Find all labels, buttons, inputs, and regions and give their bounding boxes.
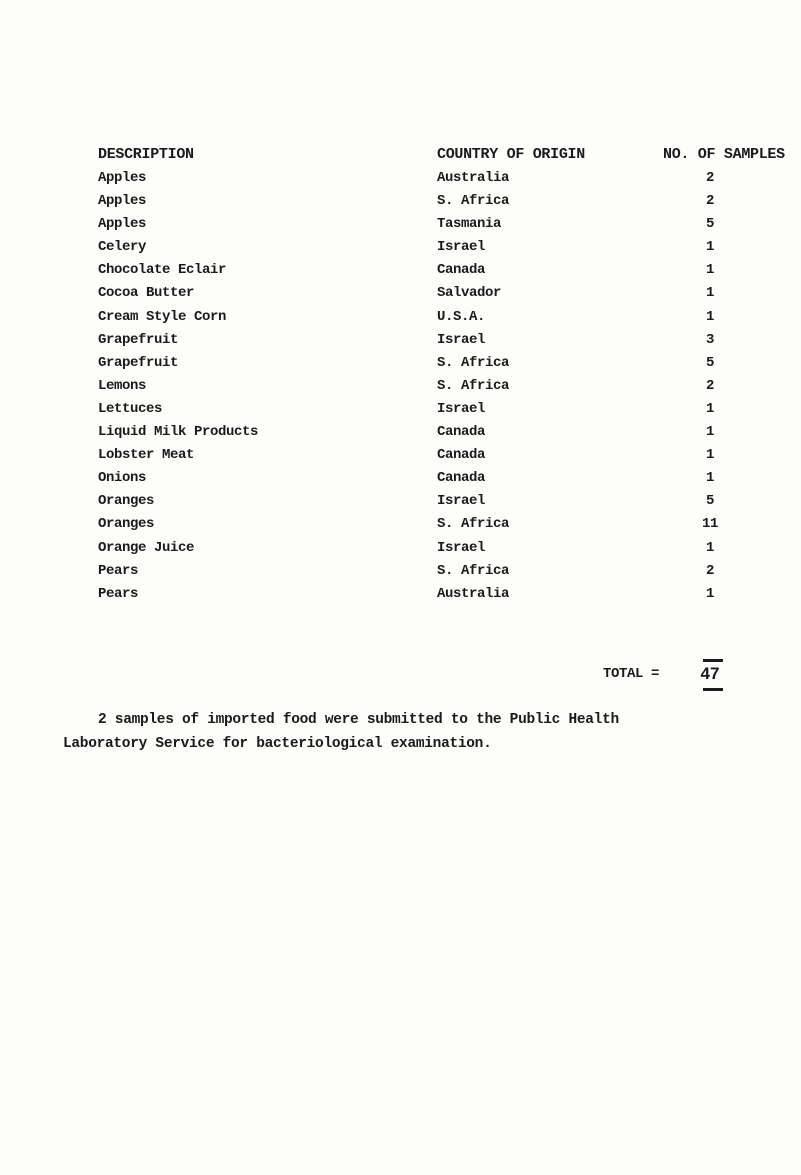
- row-count: 11: [701, 516, 718, 533]
- row-count: 1: [705, 239, 714, 256]
- row-country: Australia: [437, 170, 510, 186]
- row-count: 5: [705, 493, 714, 510]
- samples-table: [0, 170, 801, 609]
- row-country: Canada: [437, 447, 486, 464]
- table-row: [0, 309, 801, 332]
- row-country: Israel: [437, 400, 486, 417]
- row-country: S. Africa: [437, 516, 510, 533]
- row-description: Onions: [98, 470, 147, 487]
- row-country: Israel: [437, 539, 486, 556]
- row-country: Israel: [437, 493, 486, 510]
- row-description: Grapefruit: [98, 331, 179, 348]
- row-description: Lettuces: [98, 400, 163, 417]
- row-description: Grapefruit: [98, 354, 179, 371]
- row-description: Lemons: [98, 377, 147, 394]
- table-row: [0, 401, 801, 424]
- header-description: DESCRIPTION: [98, 146, 194, 163]
- row-count: 1: [705, 308, 714, 325]
- row-description: Apples: [98, 193, 147, 210]
- table-row: [0, 285, 801, 308]
- row-country: Canada: [437, 424, 486, 441]
- row-count: 2: [705, 377, 714, 394]
- total-rule-bottom: [703, 688, 723, 691]
- row-count: 3: [705, 331, 714, 348]
- row-count: 1: [705, 262, 714, 279]
- row-description: Cocoa Butter: [98, 285, 195, 302]
- row-description: Lobster Meat: [98, 447, 195, 464]
- row-description: Oranges: [98, 493, 155, 510]
- footnote: [63, 708, 783, 756]
- row-description: Oranges: [98, 516, 155, 533]
- table-row: [0, 378, 801, 401]
- row-description: Chocolate Eclair: [98, 262, 227, 279]
- row-description: Pears: [98, 562, 139, 579]
- row-count: 5: [705, 354, 714, 371]
- header-number-of-samples: NO. OF SAMPLES: [663, 146, 785, 163]
- row-country: Israel: [437, 331, 486, 348]
- total-rule-top: [703, 659, 723, 662]
- table-row: [0, 332, 801, 355]
- row-count: 1: [705, 400, 714, 417]
- total-label: TOTAL =: [603, 666, 660, 682]
- table-row: [0, 563, 801, 586]
- row-country: Israel: [437, 239, 486, 256]
- row-description: Apples: [98, 216, 147, 233]
- table-row: [0, 193, 801, 216]
- row-count: 2: [705, 562, 714, 579]
- footnote-line-2: Laboratory Service for bacteriological examination.: [63, 736, 492, 752]
- row-count: 2: [705, 193, 714, 210]
- row-description: Orange Juice: [98, 539, 195, 556]
- row-count: 1: [705, 539, 714, 556]
- total-value: 47: [700, 664, 720, 683]
- row-count: 1: [705, 447, 714, 464]
- table-row: [0, 493, 801, 516]
- table-row: [0, 262, 801, 285]
- row-description: Liquid Milk Products: [98, 424, 259, 441]
- table-row: [0, 239, 801, 262]
- row-count: 1: [705, 585, 714, 602]
- row-country: U.S.A.: [437, 308, 486, 325]
- table-row: [0, 216, 801, 239]
- row-count: 1: [705, 285, 714, 302]
- row-country: Canada: [437, 262, 486, 279]
- row-country: S. Africa: [437, 354, 510, 371]
- row-country: Canada: [437, 470, 486, 487]
- table-row: [0, 516, 801, 539]
- table-row: [0, 170, 801, 193]
- row-country: Salvador: [437, 285, 502, 302]
- table-row: [0, 586, 801, 609]
- row-description: Pears: [98, 585, 139, 602]
- table-row: [0, 424, 801, 447]
- row-description: Apples: [98, 170, 147, 186]
- row-count: 2: [705, 170, 714, 186]
- row-country: Tasmania: [437, 216, 502, 233]
- row-country: S. Africa: [437, 562, 510, 579]
- row-country: S. Africa: [437, 377, 510, 394]
- row-count: 1: [705, 470, 714, 487]
- row-description: Cream Style Corn: [98, 308, 227, 325]
- table-row: [0, 470, 801, 493]
- header-country-of-origin: COUNTRY OF ORIGIN: [437, 146, 585, 163]
- table-row: [0, 355, 801, 378]
- row-count: 5: [705, 216, 714, 233]
- row-country: Australia: [437, 585, 510, 602]
- footnote-line-1: 2 samples of imported food were submitted to the Public Health: [98, 712, 619, 728]
- row-description: Celery: [98, 239, 147, 256]
- table-row: [0, 447, 801, 470]
- row-count: 1: [705, 424, 714, 441]
- table-row: [0, 540, 801, 563]
- row-country: S. Africa: [437, 193, 510, 210]
